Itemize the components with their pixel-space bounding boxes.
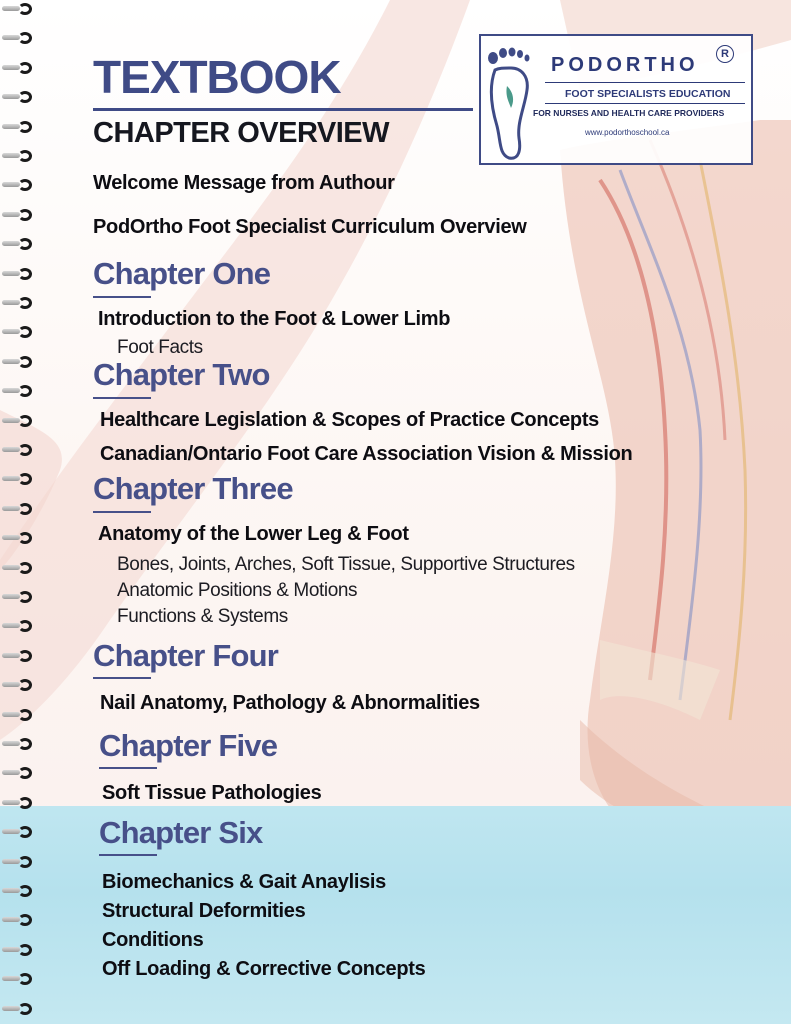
binding-ring (2, 296, 36, 310)
binding-hole (18, 179, 32, 191)
chapter-divider (99, 854, 157, 856)
chapter-divider (99, 767, 157, 769)
binding-ring (2, 561, 36, 575)
chapter-divider (93, 511, 151, 513)
logo-divider (545, 103, 745, 104)
binding-ring (2, 855, 36, 869)
binding-ring (2, 531, 36, 545)
binding-ring (2, 2, 36, 16)
binding-hole (18, 473, 32, 485)
binding-hole (18, 620, 32, 632)
binding-hole (18, 121, 32, 133)
curriculum-entry: PodOrtho Foot Specialist Curriculum Overview (93, 216, 527, 238)
binding-hole (18, 1003, 32, 1015)
chapter-two-heading: Chapter Two (93, 357, 270, 392)
chapter-one-heading: Chapter One (93, 256, 271, 291)
welcome-entry: Welcome Message from Authour (93, 172, 395, 194)
chapter-five-topic: Soft Tissue Pathologies (102, 782, 322, 804)
binding-hole (18, 826, 32, 838)
binding-hole (18, 562, 32, 574)
chapter-three-subtopic: Functions & Systems (117, 606, 288, 627)
binding-hole (18, 268, 32, 280)
binding-ring (2, 31, 36, 45)
chapter-three-subtopic: Anatomic Positions & Motions (117, 580, 358, 601)
title-divider (93, 108, 473, 111)
binding-hole (18, 767, 32, 779)
chapter-two-topic: Healthcare Legislation & Scopes of Practice Concepts (100, 409, 600, 431)
chapter-divider (93, 677, 151, 679)
binding-ring (2, 355, 36, 369)
chapter-one-subtopic: Foot Facts (117, 337, 203, 358)
page-subtitle: CHAPTER OVERVIEW (93, 117, 390, 149)
binding-ring (2, 884, 36, 898)
binding-hole (18, 856, 32, 868)
binding-hole (18, 503, 32, 515)
spiral-binding (0, 0, 44, 1024)
page-title: TEXTBOOK (93, 51, 341, 103)
binding-ring (2, 325, 36, 339)
binding-hole (18, 209, 32, 221)
binding-hole (18, 709, 32, 721)
binding-ring (2, 237, 36, 251)
binding-hole (18, 385, 32, 397)
footprint-logo-icon (485, 46, 537, 162)
binding-hole (18, 444, 32, 456)
binding-ring (2, 472, 36, 486)
binding-hole (18, 62, 32, 74)
logo-tagline: FOOT SPECIALISTS EDUCATION (565, 88, 731, 100)
binding-ring (2, 825, 36, 839)
binding-hole (18, 885, 32, 897)
binding-hole (18, 32, 32, 44)
binding-hole (18, 150, 32, 162)
binding-ring (2, 619, 36, 633)
chapter-three-subtopic: Bones, Joints, Arches, Soft Tissue, Supportive Structures (117, 554, 575, 575)
binding-ring (2, 384, 36, 398)
binding-hole (18, 297, 32, 309)
binding-ring (2, 590, 36, 604)
binding-hole (18, 415, 32, 427)
binding-hole (18, 797, 32, 809)
binding-hole (18, 944, 32, 956)
registered-mark-icon: R (716, 45, 734, 63)
chapter-one-topic: Introduction to the Foot & Lower Limb (98, 308, 451, 330)
chapter-six-topic: Biomechanics & Gait Anaylisis (102, 871, 386, 893)
chapter-three-heading: Chapter Three (93, 471, 293, 506)
logo-brand-name: PODORTHO (551, 54, 699, 76)
binding-hole (18, 591, 32, 603)
chapter-six-topic: Off Loading & Corrective Concepts (102, 958, 426, 980)
binding-ring (2, 678, 36, 692)
chapter-four-topic: Nail Anatomy, Pathology & Abnormalities (100, 692, 480, 714)
binding-ring (2, 61, 36, 75)
binding-ring (2, 796, 36, 810)
binding-hole (18, 738, 32, 750)
binding-ring (2, 120, 36, 134)
binding-ring (2, 943, 36, 957)
binding-ring (2, 913, 36, 927)
chapter-six-topic: Conditions (102, 929, 204, 951)
binding-ring (2, 208, 36, 222)
binding-ring (2, 1002, 36, 1016)
binding-hole (18, 3, 32, 15)
chapter-six-topic: Structural Deformities (102, 900, 306, 922)
chapter-two-topic: Canadian/Ontario Foot Care Association Vision & Mission (100, 443, 633, 465)
chapter-four-heading: Chapter Four (93, 638, 279, 673)
binding-hole (18, 973, 32, 985)
binding-hole (18, 650, 32, 662)
chapter-six-heading: Chapter Six (99, 815, 263, 850)
binding-ring (2, 972, 36, 986)
binding-ring (2, 649, 36, 663)
chapter-five-heading: Chapter Five (99, 728, 278, 763)
binding-ring (2, 708, 36, 722)
binding-ring (2, 443, 36, 457)
binding-hole (18, 356, 32, 368)
logo-audience: FOR NURSES AND HEALTH CARE PROVIDERS (533, 108, 725, 118)
binding-hole (18, 326, 32, 338)
binding-hole (18, 91, 32, 103)
binding-hole (18, 532, 32, 544)
chapter-divider (93, 397, 151, 399)
chapter-three-topic: Anatomy of the Lower Leg & Foot (98, 523, 409, 545)
binding-ring (2, 414, 36, 428)
chapter-divider (93, 296, 151, 298)
logo-divider (545, 82, 745, 83)
logo-url: www.podorthoschool.ca (585, 128, 670, 137)
binding-ring (2, 149, 36, 163)
binding-ring (2, 178, 36, 192)
binding-ring (2, 267, 36, 281)
binding-hole (18, 914, 32, 926)
podortho-logo (479, 34, 753, 165)
binding-hole (18, 238, 32, 250)
binding-ring (2, 90, 36, 104)
binding-ring (2, 502, 36, 516)
binding-ring (2, 737, 36, 751)
binding-ring (2, 766, 36, 780)
binding-hole (18, 679, 32, 691)
